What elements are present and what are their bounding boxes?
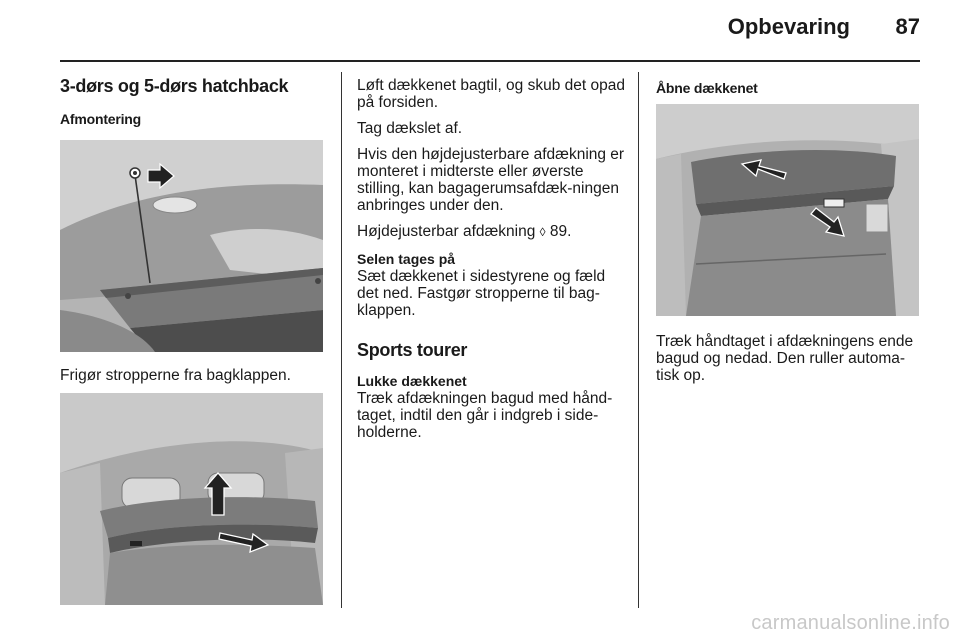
subsection-title-afmontering: Afmontering (60, 111, 142, 127)
paragraph-lift-cover: Løft dækkenet bagtil, og skub det opad på forsiden. (357, 77, 625, 111)
paragraph-lukke: Træk afdækningen bagud med hånd-taget, indtil den går i indgreb i side-holderne. (357, 390, 613, 441)
column-divider-left (341, 72, 342, 608)
header-divider (60, 60, 920, 62)
figure-sports-tourer-cover (60, 393, 323, 605)
cross-ref-arrow-icon: ◊ (539, 225, 546, 239)
figure-open-cover (656, 104, 919, 316)
section-title-sports-tourer: Sports tourer (357, 340, 468, 360)
page-title: Opbevaring (727, 14, 850, 39)
paragraph-selen: Sæt dækkenet i sidestyrene og fæld det ned. Fastgør stropperne til bag-klappen. (357, 268, 606, 319)
lukke-block (357, 373, 632, 441)
paragraph-remove-cover: Tag dækslet af. (357, 120, 463, 137)
section-title-hatchback: 3-dørs og 5-dørs hatchback (60, 76, 289, 96)
figure-strap-release (60, 140, 323, 352)
cross-ref-text: Højdejusterbar afdækning (357, 223, 536, 240)
caption-strap-release: Frigør stropperne fra bagklappen. (60, 367, 291, 384)
watermark: carmanualsonline.info (751, 612, 950, 634)
cross-ref-page: 89. (549, 223, 572, 240)
cross-reference (357, 223, 627, 241)
subheading-lukke: Lukke dækkenet (357, 373, 467, 389)
caption-open-cover: Træk håndtaget i afdækningens ende bagud og nedad. Den ruller automa-tisk op. (656, 333, 914, 384)
subheading-selen: Selen tages på (357, 251, 456, 267)
subheading-abne: Åbne dækkenet (656, 80, 758, 96)
page-number: 87 (895, 14, 920, 39)
middle-column-body (357, 77, 627, 250)
paragraph-height-adjustable: Hvis den højdejusterbare afdækning er monteret i midterste eller øverste stilling, kan bagagerumsafdæk-ningen anbringes under den. (357, 146, 625, 214)
selen-block (357, 251, 627, 319)
column-divider-right (638, 72, 639, 608)
